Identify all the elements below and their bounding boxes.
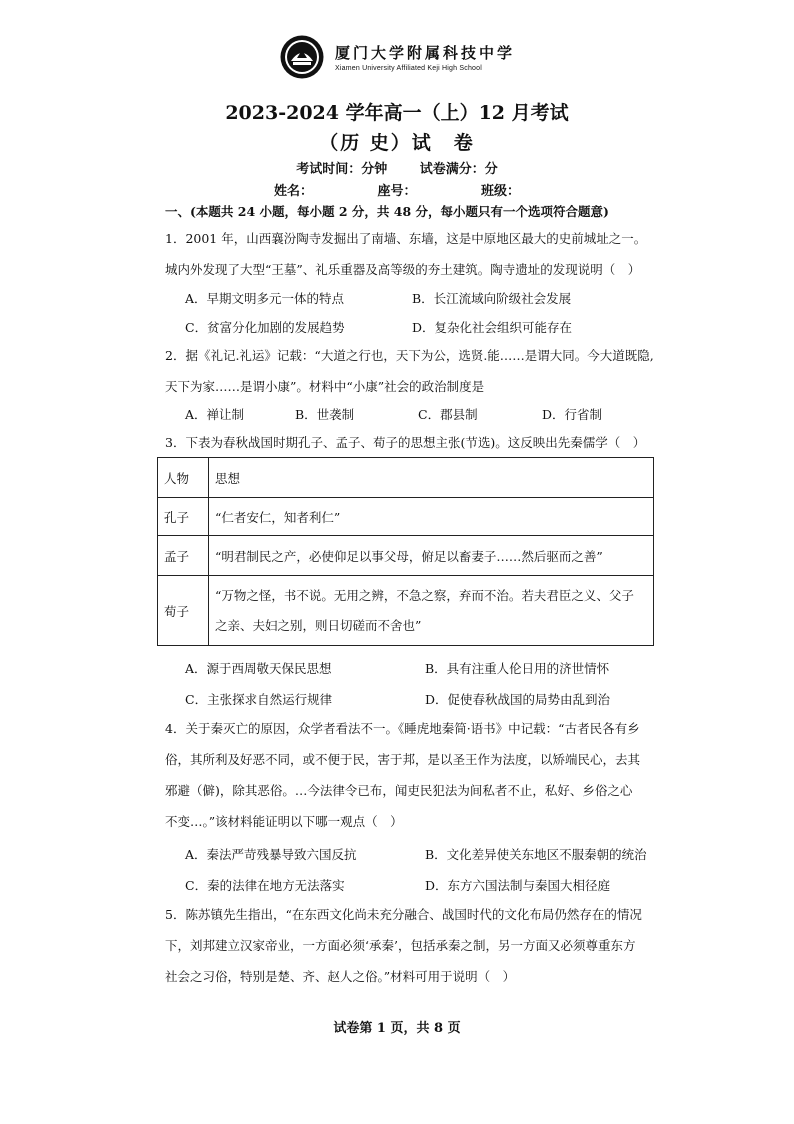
option-d: D．促使春秋战国的局势由乱到治 (425, 692, 611, 707)
table-cell: 孟子 (158, 536, 209, 576)
table-cell: 荀子 (158, 576, 209, 646)
exam-time: 考试时间：分钟 (296, 162, 388, 177)
school-header (0, 34, 794, 80)
option-a: A．禅让制 (185, 407, 245, 422)
option-b: B．世袭制 (295, 407, 355, 422)
option-a: A．早期文明多元一体的特点 (185, 291, 345, 306)
option-a: A．源于西周敬天保民思想 (185, 661, 332, 676)
table-cell (209, 576, 654, 646)
school-seal-icon (279, 34, 325, 80)
option-c: C．主张探求自然运行规律 (185, 692, 333, 707)
option-b: B．长江流域向阶级社会发展 (412, 291, 572, 306)
option-d: D．复杂化社会组织可能存在 (412, 320, 573, 335)
question-3-stem (165, 427, 665, 458)
stem-line: 天下为家……是谓小康”。材料中“小康”社会的政治制度是 (165, 379, 485, 394)
school-name-en: Xiamen University Affiliated Keji High School (334, 65, 482, 72)
school-name: 厦门大学附属科技中学 (334, 44, 515, 62)
question-4-stem (165, 713, 665, 837)
table-cell: “仁者安仁，知者利仁” (209, 498, 654, 536)
table-header-cell: 思想 (209, 458, 654, 498)
exam-title: 2023-2024 学年高一（上）12 月考试 (225, 102, 569, 124)
option-b: B．具有注重人伦日用的济世情怀 (425, 661, 610, 676)
thinkers-table (157, 457, 654, 646)
stem-line: 2．据《礼记.礼运》记载：“大道之行也，天下为公，选贤.能……是谓大同。今大道既隐, (165, 348, 654, 363)
stem-line: 5．陈苏镇先生指出，“在东西文化尚未充分融合、战国时代的文化布局仍然存在的情况 (165, 907, 642, 922)
table-cell: 孔子 (158, 498, 209, 536)
option-d: D．东方六国法制与秦国大相径庭 (425, 878, 611, 893)
stem-line: 俗，其所利及好恶不同，或不便于民，害于邦，是以圣王作为法度，以矫端民心，去其 (165, 752, 641, 767)
question-1-stem (165, 223, 665, 285)
option-a: A．秦法严苛残暴导致六国反抗 (185, 847, 357, 862)
exam-info (0, 158, 794, 177)
table-cell: “明君制民之产，必使仰足以事父母，俯足以畜妻子……然后驱而之善” (209, 536, 654, 576)
school-name-block (335, 42, 515, 72)
table-row (158, 576, 654, 646)
stem-line: 4．关于秦灭亡的原因，众学者看法不一。《睡虎地秦简·语书》中记载：“古者民各有乡 (165, 721, 640, 736)
option-d: D．行省制 (542, 407, 603, 422)
option-b: B．文化差异使关东地区不服秦朝的统治 (425, 847, 647, 862)
stem-line: 邪避（僻)，除其恶俗。…今法律令已布，闻吏民犯法为间私者不止，私好、乡俗之心 (165, 783, 633, 798)
option-c: C．秦的法律在地方无法落实 (185, 878, 345, 893)
full-score: 试卷满分：分 (419, 162, 498, 177)
question-2-stem (165, 340, 665, 402)
option-c: C．郡县制 (418, 407, 478, 422)
page-footer: 试卷第 1 页，共 8 页 (333, 1021, 461, 1036)
stem-line: 3．下表为春秋战国时期孔子、孟子、荀子的思想主张(节选)。这反映出先秦儒学（ ） (165, 435, 646, 450)
stem-line: 不变…。”该材料能证明以下哪一观点（ ） (165, 814, 403, 829)
exam-subtitle: （历 史）试 卷 (319, 132, 475, 154)
stem-line: 城内外发现了大型“王墓”、礼乐重器及高等级的夯土建筑。陶寺遗址的发现说明（ ） (165, 262, 641, 277)
table-header-cell: 人物 (158, 458, 209, 498)
stem-line: 下，刘邦建立汉家帝业，一方面必须‘承秦’，包括承秦之制，另一方面又必须尊重东方 (165, 938, 636, 953)
table-cell-line: 之亲、夫妇之别，则日切磋而不舍也” (215, 617, 422, 633)
table-row (158, 536, 654, 576)
seat-field: 座号： (377, 184, 417, 199)
student-info (0, 180, 794, 199)
option-c: C．贫富分化加剧的发展趋势 (185, 320, 345, 335)
name-field: 姓名： (273, 184, 313, 199)
question-5-stem (165, 899, 665, 992)
class-field: 班级： (481, 184, 521, 199)
stem-line: 1．2001 年，山西襄汾陶寺发掘出了南墙、东墙，这是中原地区最大的史前城址之一。 (165, 231, 647, 246)
table-header-row (158, 458, 654, 498)
stem-line: 社会之习俗，特别是楚、齐、赵人之俗。”材料可用于说明（ ） (165, 969, 516, 984)
table-row (158, 498, 654, 536)
section-heading: 一、(本题共 24 小题，每小题 2 分，共 48 分，每小题只有一个选项符合题意) (165, 204, 609, 219)
table-cell-line: “万物之怪，书不说。无用之辨，不急之察，弃而不治。若夫君臣之义、父子 (215, 587, 634, 603)
